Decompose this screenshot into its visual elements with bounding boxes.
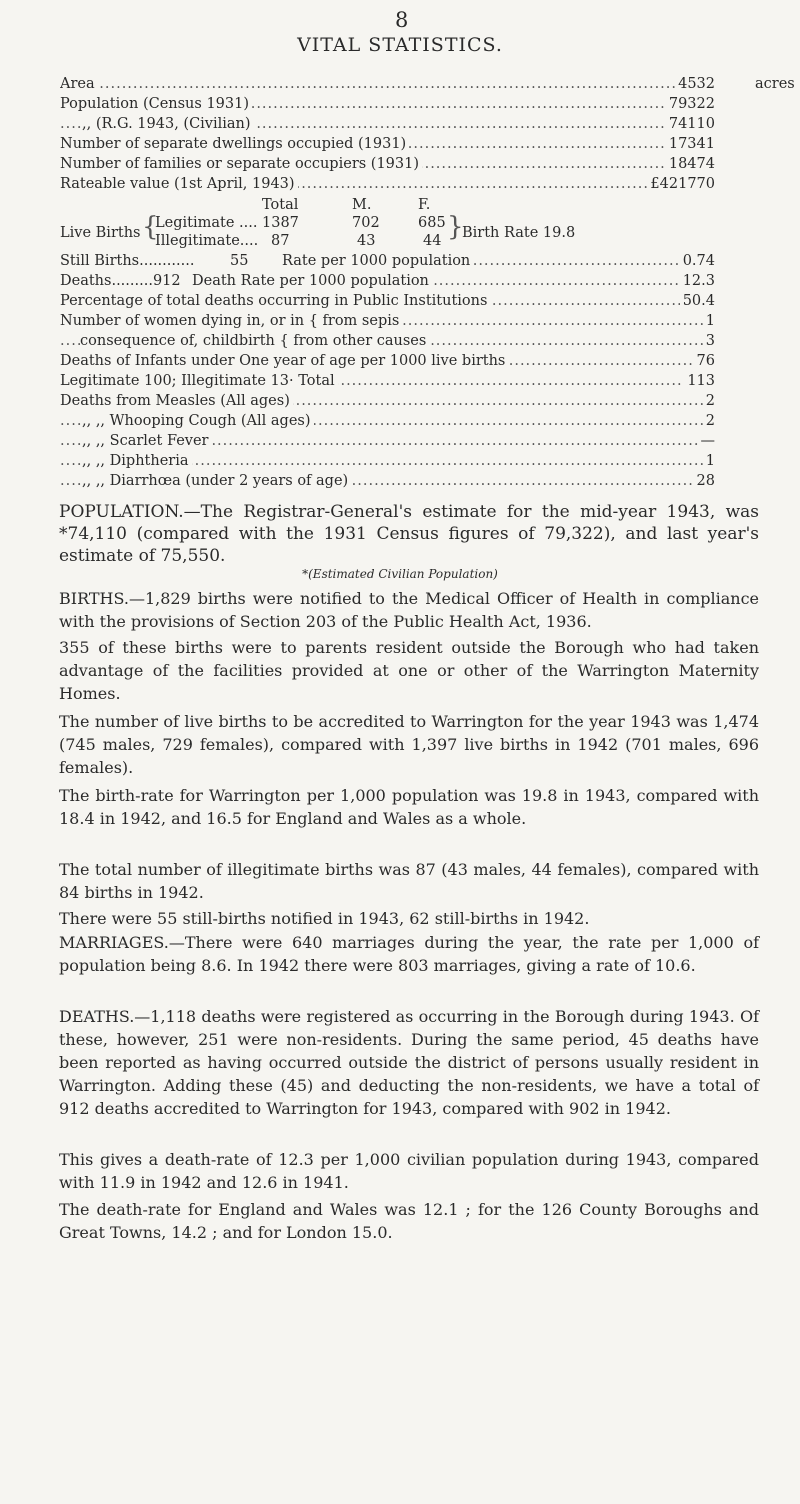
stat-label: Rateable value (1st April, 1943) bbox=[60, 176, 298, 192]
births-paragraph-2: 355 of these births were to parents resident outside the Borough who had taken advantage of the facilities provided at one or other of the Warrington Maternity Homes. bbox=[59, 638, 759, 703]
still-births-label: Still Births............ bbox=[60, 253, 195, 269]
births-header-f: F. bbox=[418, 197, 431, 213]
diarrhoea-row bbox=[60, 473, 800, 495]
live-births-label: Live Births bbox=[60, 225, 141, 241]
stat-value: 1 bbox=[703, 313, 715, 329]
stat-pop-rg bbox=[60, 116, 800, 138]
deaths-paragraph-3: The death-rate for England and Wales was 12.1 ; for the 126 County Boroughs and Great Towns, 14.2 ; and for London 15.0. bbox=[59, 1200, 759, 1242]
illegit-m: 43 bbox=[357, 233, 376, 249]
legit-f: 685 bbox=[418, 215, 446, 231]
institutions-row bbox=[60, 293, 800, 315]
births-header-m: M. bbox=[352, 197, 372, 213]
stat-label: Deaths from Measles (All ages) bbox=[60, 393, 293, 409]
left-brace: { bbox=[142, 212, 159, 242]
still-births-rate-label: Rate per 1000 population bbox=[282, 253, 473, 269]
stat-value: 18474 bbox=[666, 156, 715, 172]
death-rate: 12.3 bbox=[680, 273, 715, 289]
stat-label: ,, ,, Whooping Cough (All ages) bbox=[82, 413, 314, 429]
stat-label: ,, ,, Diarrhœa (under 2 years of age) bbox=[82, 473, 351, 489]
births-paragraph-1: BIRTHS.—1,829 births were notified to the Medical Officer of Health in compliance with the provisions of Section 203 of the Public Health Act, 1936. bbox=[59, 589, 759, 631]
stat-value: 113 bbox=[684, 373, 715, 389]
stat-value: 4532 bbox=[675, 76, 715, 92]
stat-value: £421770 bbox=[647, 176, 715, 192]
marriages-paragraph: MARRIAGES.—There were 640 marriages during the year, the rate per 1,000 of population being 8.6. In 1942 there were 803 marriages, giving a rate of 10.6. bbox=[59, 933, 759, 975]
births-paragraph-3: The number of live births to be accredited to Warrington for the year 1943 was 1,474 (745 males, 729 females), compared with 1,397 live births in 1942 (701 males, 696 females). bbox=[59, 712, 759, 777]
deaths-paragraph-1: DEATHS.—1,118 deaths were registered as occurring in the Borough during 1943. Of these, however, 251 were non-residents. During the same period, 45 deaths have been reported as having occurred outside the district of persons usually resident in Warrington. Adding these (45) and deducting the non-residents, we have a total of 912 deaths accredited to Warrington for 1943, compared with 902 in 1942. bbox=[59, 1007, 759, 1118]
birth-rate: Birth Rate 19.8 bbox=[462, 225, 576, 241]
stat-label: Legitimate 100; Illegitimate 13· Total bbox=[60, 373, 338, 389]
stat-value: 76 bbox=[694, 353, 715, 369]
stat-value: 1 bbox=[703, 453, 715, 469]
stat-label: Population (Census 1931) bbox=[60, 96, 252, 112]
stat-value: 28 bbox=[694, 473, 715, 489]
stat-value: 74110 bbox=[666, 116, 715, 132]
stat-label: ,, (R.G. 1943, (Civilian) bbox=[82, 116, 254, 132]
whooping-row bbox=[60, 413, 800, 435]
still-births-row bbox=[60, 253, 800, 275]
births-paragraph-5: The total number of illegitimate births was 87 (43 males, 44 females), compared with 84 births in 1942. bbox=[59, 860, 759, 902]
stat-unit: acres bbox=[755, 76, 795, 92]
stat-label: ,, ,, Scarlet Fever bbox=[82, 433, 212, 449]
stat-value: 17341 bbox=[666, 136, 715, 152]
right-brace: } bbox=[447, 212, 464, 242]
legit-label: Legitimate .... bbox=[155, 215, 258, 231]
stat-label: Number of families or separate occupiers (1931) bbox=[60, 156, 422, 172]
stat-pop-census bbox=[60, 96, 800, 118]
page-number: 8 bbox=[395, 8, 409, 32]
stat-label: Percentage of total deaths occurring in Public Institutions bbox=[60, 293, 490, 309]
stat-families bbox=[60, 156, 800, 178]
stat-label: Deaths of Infants under One year of age per 1000 live births bbox=[60, 353, 508, 369]
births-paragraph-4: The birth-rate for Warrington per 1,000 population was 19.8 in 1943, compared with 18.4 in 1942, and 16.5 for England and Wales as a whole. bbox=[59, 786, 759, 828]
legit-infant-row bbox=[60, 373, 800, 395]
childbirth-row bbox=[60, 333, 800, 355]
diphtheria-row bbox=[60, 453, 800, 475]
death-rate-label: Death Rate per 1000 population bbox=[192, 273, 432, 289]
stat-value: 50.4 bbox=[680, 293, 715, 309]
illegit-f: 44 bbox=[423, 233, 442, 249]
births-paragraph-6: There were 55 still-births notified in 1943, 62 still-births in 1942. bbox=[59, 909, 590, 928]
page-title: VITAL STATISTICS. bbox=[297, 34, 503, 56]
stat-value: 2 bbox=[703, 413, 715, 429]
still-births-count: 55 bbox=[230, 253, 249, 269]
measles-row bbox=[60, 393, 800, 415]
deaths-label: Deaths.........912 bbox=[60, 273, 181, 289]
deaths-paragraph-2: This gives a death-rate of 12.3 per 1,000 civilian population during 1943, compared with 11.9 in 1942 and 12.6 in 1941. bbox=[59, 1150, 759, 1192]
births-header-total: Total bbox=[262, 197, 299, 213]
stat-dwellings bbox=[60, 136, 800, 158]
stat-area bbox=[60, 76, 800, 98]
illegit-total: 87 bbox=[271, 233, 290, 249]
stat-label: Number of separate dwellings occupied (1931) bbox=[60, 136, 409, 152]
women-dying-row bbox=[60, 313, 800, 335]
stat-label: Number of women dying in, or in { from sepis bbox=[60, 313, 402, 329]
scarlet-row bbox=[60, 433, 800, 455]
stat-rateable bbox=[60, 176, 800, 198]
illegit-label: Illegitimate.... bbox=[155, 233, 259, 249]
legit-m: 702 bbox=[352, 215, 380, 231]
stat-value: 2 bbox=[703, 393, 715, 409]
legit-total: 1387 bbox=[262, 215, 299, 231]
footnote: *(Estimated Civilian Population) bbox=[302, 567, 498, 581]
population-paragraph: POPULATION.—The Registrar-General's estimate for the mid-year 1943, was *74,110 (compared with the 1931 Census figures of 79,322), and last year's estimate of 75,550. bbox=[59, 502, 759, 566]
stat-value: 3 bbox=[703, 333, 715, 349]
deaths-row bbox=[60, 273, 800, 295]
stat-label: Area bbox=[60, 76, 98, 92]
still-births-rate: 0.74 bbox=[680, 253, 715, 269]
infant-deaths-row bbox=[60, 353, 800, 375]
stat-value: — bbox=[698, 433, 716, 449]
stat-label: consequence of, childbirth { from other causes bbox=[80, 333, 429, 349]
stat-label: ,, ,, Diphtheria bbox=[82, 453, 192, 469]
stat-value: 79322 bbox=[666, 96, 715, 112]
